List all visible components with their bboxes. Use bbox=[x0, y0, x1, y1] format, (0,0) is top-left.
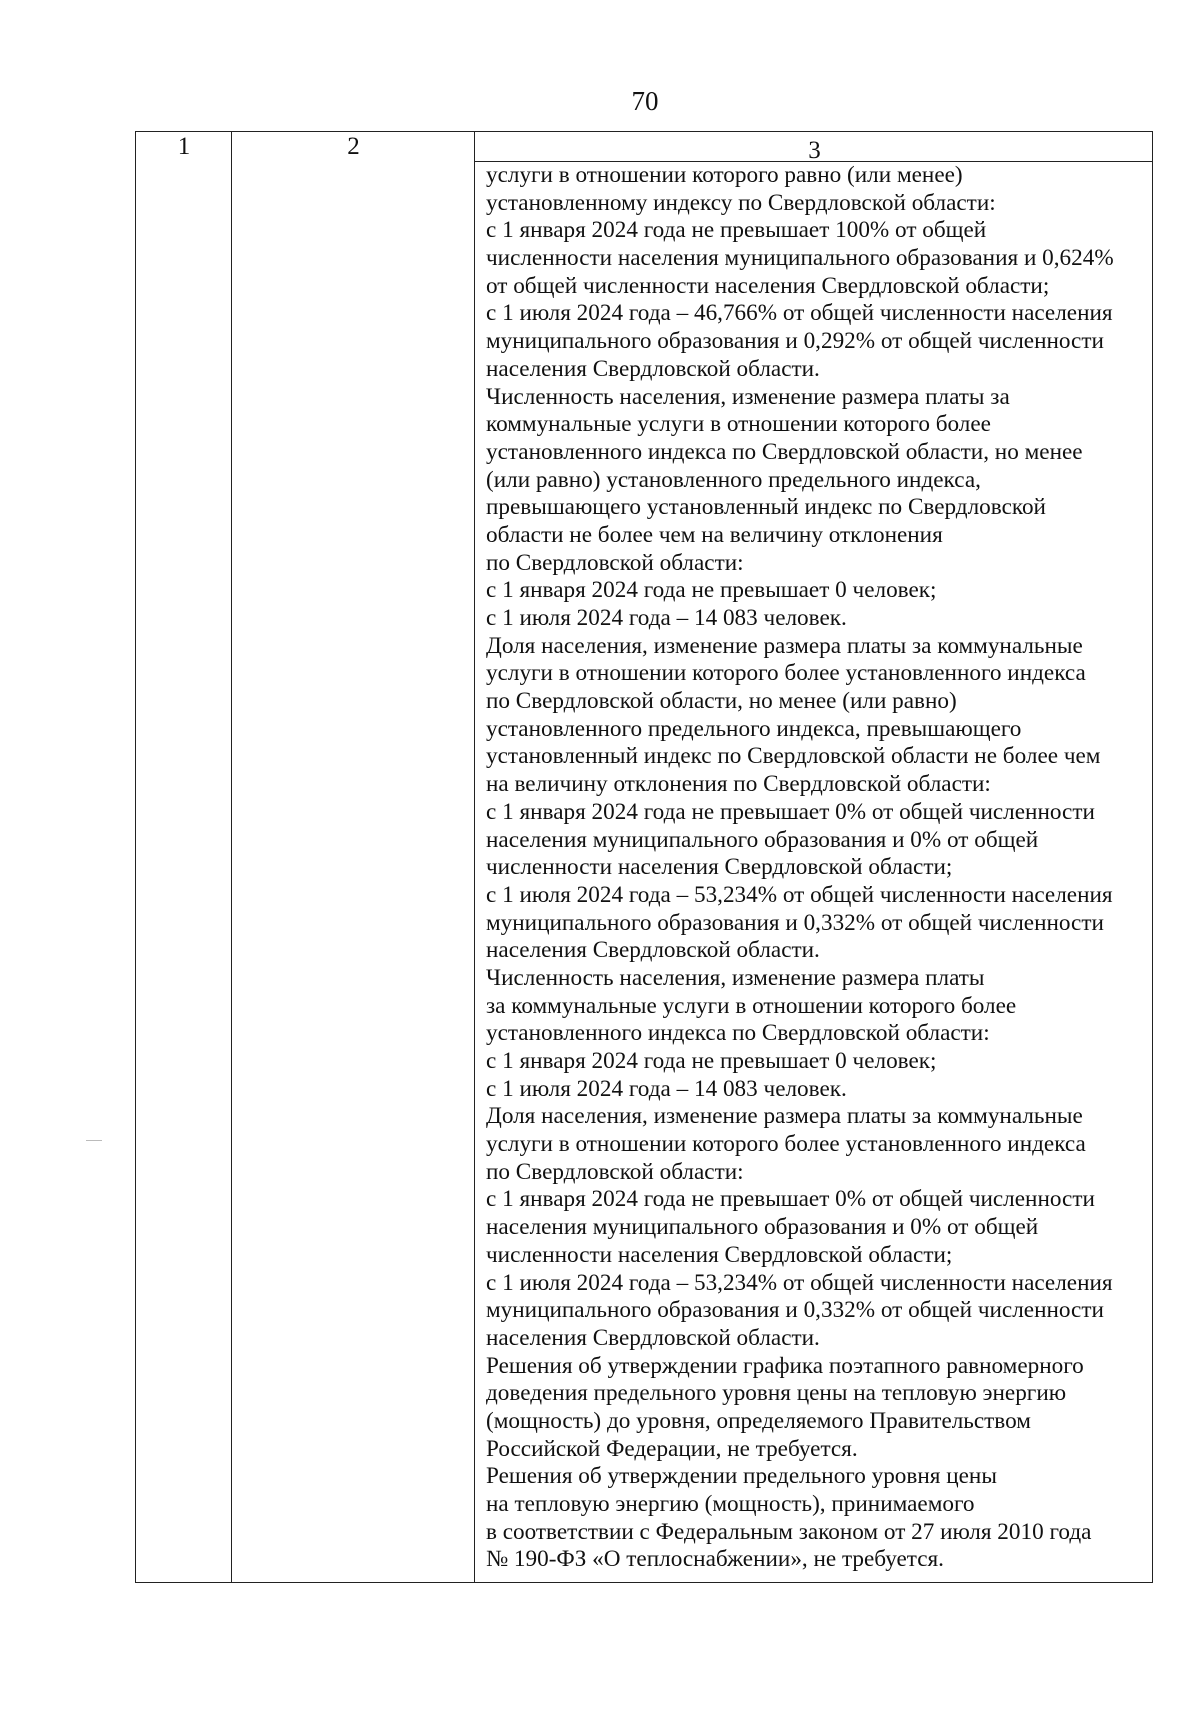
text-line: установленный индекс по Свердловской области не более чем bbox=[486, 743, 1101, 770]
column-3-text bbox=[486, 162, 1158, 1574]
column-divider bbox=[231, 132, 232, 1582]
text-line: Численность населения, изменение размера платы за bbox=[486, 383, 1010, 410]
text-line: на величину отклонения по Свердловской области: bbox=[486, 771, 991, 798]
column-header-3: 3 bbox=[808, 137, 821, 164]
text-line: численности населения муниципального образования и 0,624% bbox=[486, 245, 1114, 272]
text-line: населения муниципального образования и 0% от общей bbox=[486, 826, 1039, 853]
text-line: Российской Федерации, не требуется. bbox=[486, 1435, 858, 1462]
text-line: населения Свердловской области. bbox=[486, 355, 820, 382]
text-line: установленному индексу по Свердловской области: bbox=[486, 189, 996, 216]
text-line: от общей численности населения Свердловской области; bbox=[486, 272, 1050, 299]
text-line: с 1 января 2024 года не превышает 0 человек; bbox=[486, 1048, 937, 1074]
text-line: с 1 июля 2024 года – 14 083 человек. bbox=[486, 605, 847, 631]
column-header-2: 2 bbox=[347, 133, 360, 160]
text-line: области не более чем на величину отклонения bbox=[486, 521, 943, 548]
text-line: Решения об утверждении графика поэтапного равномерного bbox=[486, 1352, 1084, 1379]
text-line: с 1 июля 2024 года – 46,766% от общей численности населения bbox=[486, 300, 1113, 327]
text-line: Доля населения, изменение размера платы за коммунальные bbox=[486, 1103, 1083, 1130]
page-number: 70 bbox=[631, 86, 659, 116]
text-line: услуги в отношении которого более установленного индекса bbox=[486, 660, 1086, 687]
text-line: Доля населения, изменение размера платы за коммунальные bbox=[486, 632, 1083, 659]
text-line: в соответствии с Федеральным законом от 27 июля 2010 года bbox=[486, 1518, 1092, 1545]
text-line: населения Свердловской области. bbox=[486, 937, 820, 964]
text-line: за коммунальные услуги в отношении которого более bbox=[486, 992, 1017, 1019]
text-line: с 1 января 2024 года не превышает 0% от общей численности bbox=[486, 798, 1095, 825]
text-line: численности населения Свердловской области; bbox=[486, 854, 953, 881]
text-line: установленного индекса по Свердловской области, но менее bbox=[486, 438, 1083, 465]
text-line: доведения предельного уровня цены на тепловую энергию bbox=[486, 1380, 1067, 1407]
text-line: по Свердловской области, но менее (или равно) bbox=[486, 688, 957, 715]
text-line: с 1 июля 2024 года – 53,234% от общей численности населения bbox=[486, 1269, 1113, 1296]
margin-mark bbox=[86, 1140, 102, 1141]
text-line: муниципального образования и 0,332% от общей численности bbox=[486, 1297, 1104, 1324]
document-table bbox=[135, 131, 1153, 1583]
text-line: на тепловую энергию (мощность), принимаемого bbox=[486, 1491, 975, 1517]
text-line: с 1 июля 2024 года – 14 083 человек. bbox=[486, 1075, 847, 1102]
text-line: населения Свердловской области. bbox=[486, 1324, 820, 1351]
text-line: населения муниципального образования и 0% от общей bbox=[486, 1214, 1039, 1241]
text-line: с 1 июля 2024 года – 53,234% от общей численности населения bbox=[486, 881, 1113, 908]
column-divider bbox=[474, 132, 475, 1582]
text-line: (мощность) до уровня, определяемого Правительством bbox=[486, 1407, 1031, 1434]
text-line: муниципального образования и 0,332% от общей численности bbox=[486, 909, 1104, 936]
text-line: по Свердловской области: bbox=[486, 549, 744, 576]
text-line: с 1 января 2024 года не превышает 100% от общей bbox=[486, 217, 987, 244]
text-line: с 1 января 2024 года не превышает 0% от общей численности bbox=[486, 1186, 1095, 1213]
text-line: услуги в отношении которого равно (или менее) bbox=[486, 162, 963, 188]
text-line: по Свердловской области: bbox=[486, 1158, 744, 1185]
text-line: превышающего установленный индекс по Свердловской bbox=[486, 494, 1046, 521]
text-line: коммунальные услуги в отношении которого более bbox=[486, 411, 991, 438]
text-line: № 190-ФЗ «О теплоснабжении», не требуется. bbox=[486, 1546, 944, 1573]
text-line: Решения об утверждении предельного уровня цены bbox=[486, 1463, 997, 1490]
text-line: (или равно) установленного предельного индекса, bbox=[486, 466, 981, 493]
text-line: муниципального образования и 0,292% от общей численности bbox=[486, 328, 1104, 355]
text-line: численности населения Свердловской области; bbox=[486, 1241, 953, 1268]
text-line: Численность населения, изменение размера платы bbox=[486, 964, 985, 991]
text-line: установленного индекса по Свердловской области: bbox=[486, 1020, 990, 1047]
text-line: услуги в отношении которого более установленного индекса bbox=[486, 1131, 1086, 1158]
text-line: с 1 января 2024 года не превышает 0 человек; bbox=[486, 577, 937, 604]
column-header-1: 1 bbox=[177, 133, 191, 160]
text-line: установленного предельного индекса, превышающего bbox=[486, 715, 1022, 742]
